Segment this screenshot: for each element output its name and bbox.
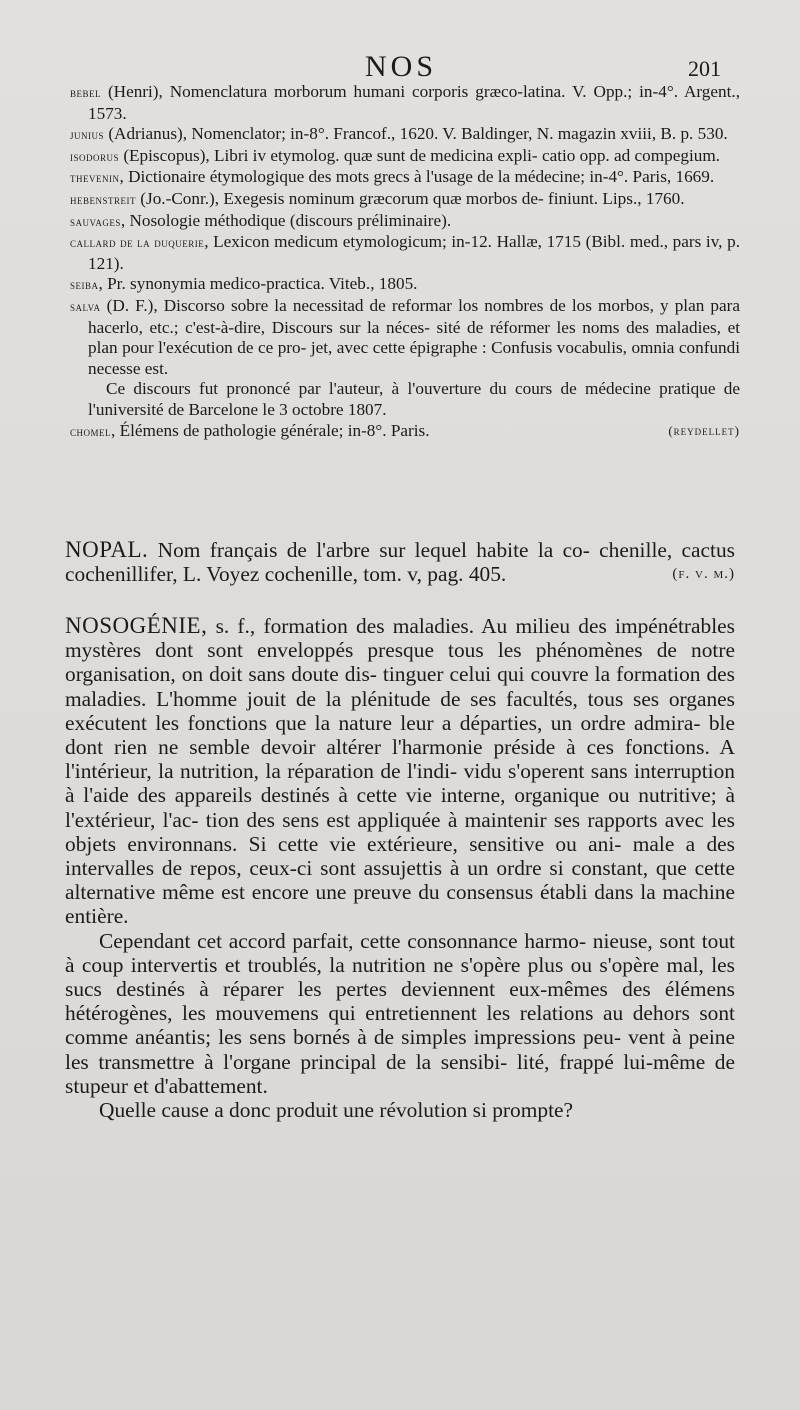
entry-term: NOSOGÉNIE, <box>65 613 208 638</box>
bib-note: Ce discours fut prononcé par l'auteur, à l'ouverture du cours de médecine pratique de l'université de Barcelone le 3 octobre 1807. <box>88 379 740 419</box>
article-nosogenie <box>65 614 735 1122</box>
bib-entry: junius (Adrianus), Nomenclator; in-8°. Francof., 1620. V. Baldinger, N. magazin xviii, B. p. 530. <box>70 124 728 144</box>
bibliography-list <box>70 82 740 442</box>
bib-entry: bebel (Henri), Nomenclatura morborum humani corporis græco-latina. V. Opp.; in-4°. Argent., 1573. <box>70 82 740 123</box>
entry-term: NOPAL. <box>65 537 149 562</box>
running-head: NOS <box>365 50 438 83</box>
paragraph: NOSOGÉNIE, s. f., formation des maladies. Au milieu des impénétrables mystères dont sont enveloppés presque tous les phénomènes de notre organisation, on doit sans doute dis- tinguer celui qui couvre la formation des maladies. L'homme jouit de la plénitude de ses facultés, tous ses organes exécutent les fonctions que la nature leur a départies, un ordre admira- ble dont rien ne semble devoir altérer l'harmonie préside à ces fonctions. A l'intérieur, la nutrition, la réparation de l'indi- vidu s'operent sans interruption à l'aide des appareils destinés à cette vie interne, organique ou nutritive; à l'extérieur, l'ac- tion des sens est appliquée à maintenir ses rapports avec les objets environnans. Si cette vie extérieure, sensitive ou ani- male a des intervalles de repos, ceux-ci sont assujettis à un ordre si constant, que cette alternative même est encore une preuve du consensus établi dans la machine entière. <box>65 613 735 929</box>
bib-entry: hebenstreit (Jo.-Conr.), Exegesis nominum græcorum quæ morbos de- finiunt. Lips., 1760. <box>70 188 685 208</box>
bib-entry: isodorus (Episcopus), Libri iv etymolog. quæ sunt de medicina expli- catio opp. ad compegium. <box>70 145 720 165</box>
bib-entry-chomel: chomel, Élémens de pathologie générale; in-8°. Paris. (reydellet) <box>70 421 740 443</box>
author-signature: (f. v. m.) <box>672 566 735 583</box>
bib-entry: sauvages, Nosologie méthodique (discours préliminaire). <box>70 210 452 230</box>
paragraph: Quelle cause a donc produit une révolution si prompte? <box>99 1098 574 1123</box>
paragraph: Cependant cet accord parfait, cette consonnance harmo- nieuse, sont tout à coup intervertis et troublés, la nutrition ne s'opère plus ou s'opère mal, les sucs destinés à réparer les pertes deviennent eux-mêmes des élémens hétérogènes, les mouvemens qui entretiennent les relations au dehors sont comme anéantis; les sens bornés à de simples impressions peu- vent à peine les transmettre à l'organe principal de la sensibi- lité, frappé lui-même de stupeur et d'abattement. <box>65 928 735 1098</box>
author-signature: (reydellet) <box>668 422 740 438</box>
page-number: 201 <box>688 56 721 81</box>
bib-entry: callard de la duquerie, Lexicon medicum etymologicum; in-12. Hallæ, 1715 (Bibl. med., pars iv, p. 121). <box>70 232 740 273</box>
article-nopal: NOPAL. Nom français de l'arbre sur lequel habite la co- chenille, cactus cochenillifer, L. Voyez cochenille, tom. v, pag. 405. (f. v. m.) <box>65 537 735 587</box>
bib-entry: seiba, Pr. synonymia medico-practica. Viteb., 1805. <box>70 274 418 294</box>
bib-entry: salva (D. F.), Discorso sobre la necessitad de reformar los nombres de los morbos, y plan para hacerlo, etc.; c'est-à-dire, Discours sur la néces- sité de réformer les noms des maladies, et plan pour l'exécution de ce pro- jet, avec cette épigraphe : Confusis vocabulis, omnia confundi necesse est. <box>70 295 740 378</box>
bib-entry: thevenin, Dictionaire étymologique des mots grecs à l'usage de la médecine; in-4°. Paris, 1669. <box>70 167 715 187</box>
